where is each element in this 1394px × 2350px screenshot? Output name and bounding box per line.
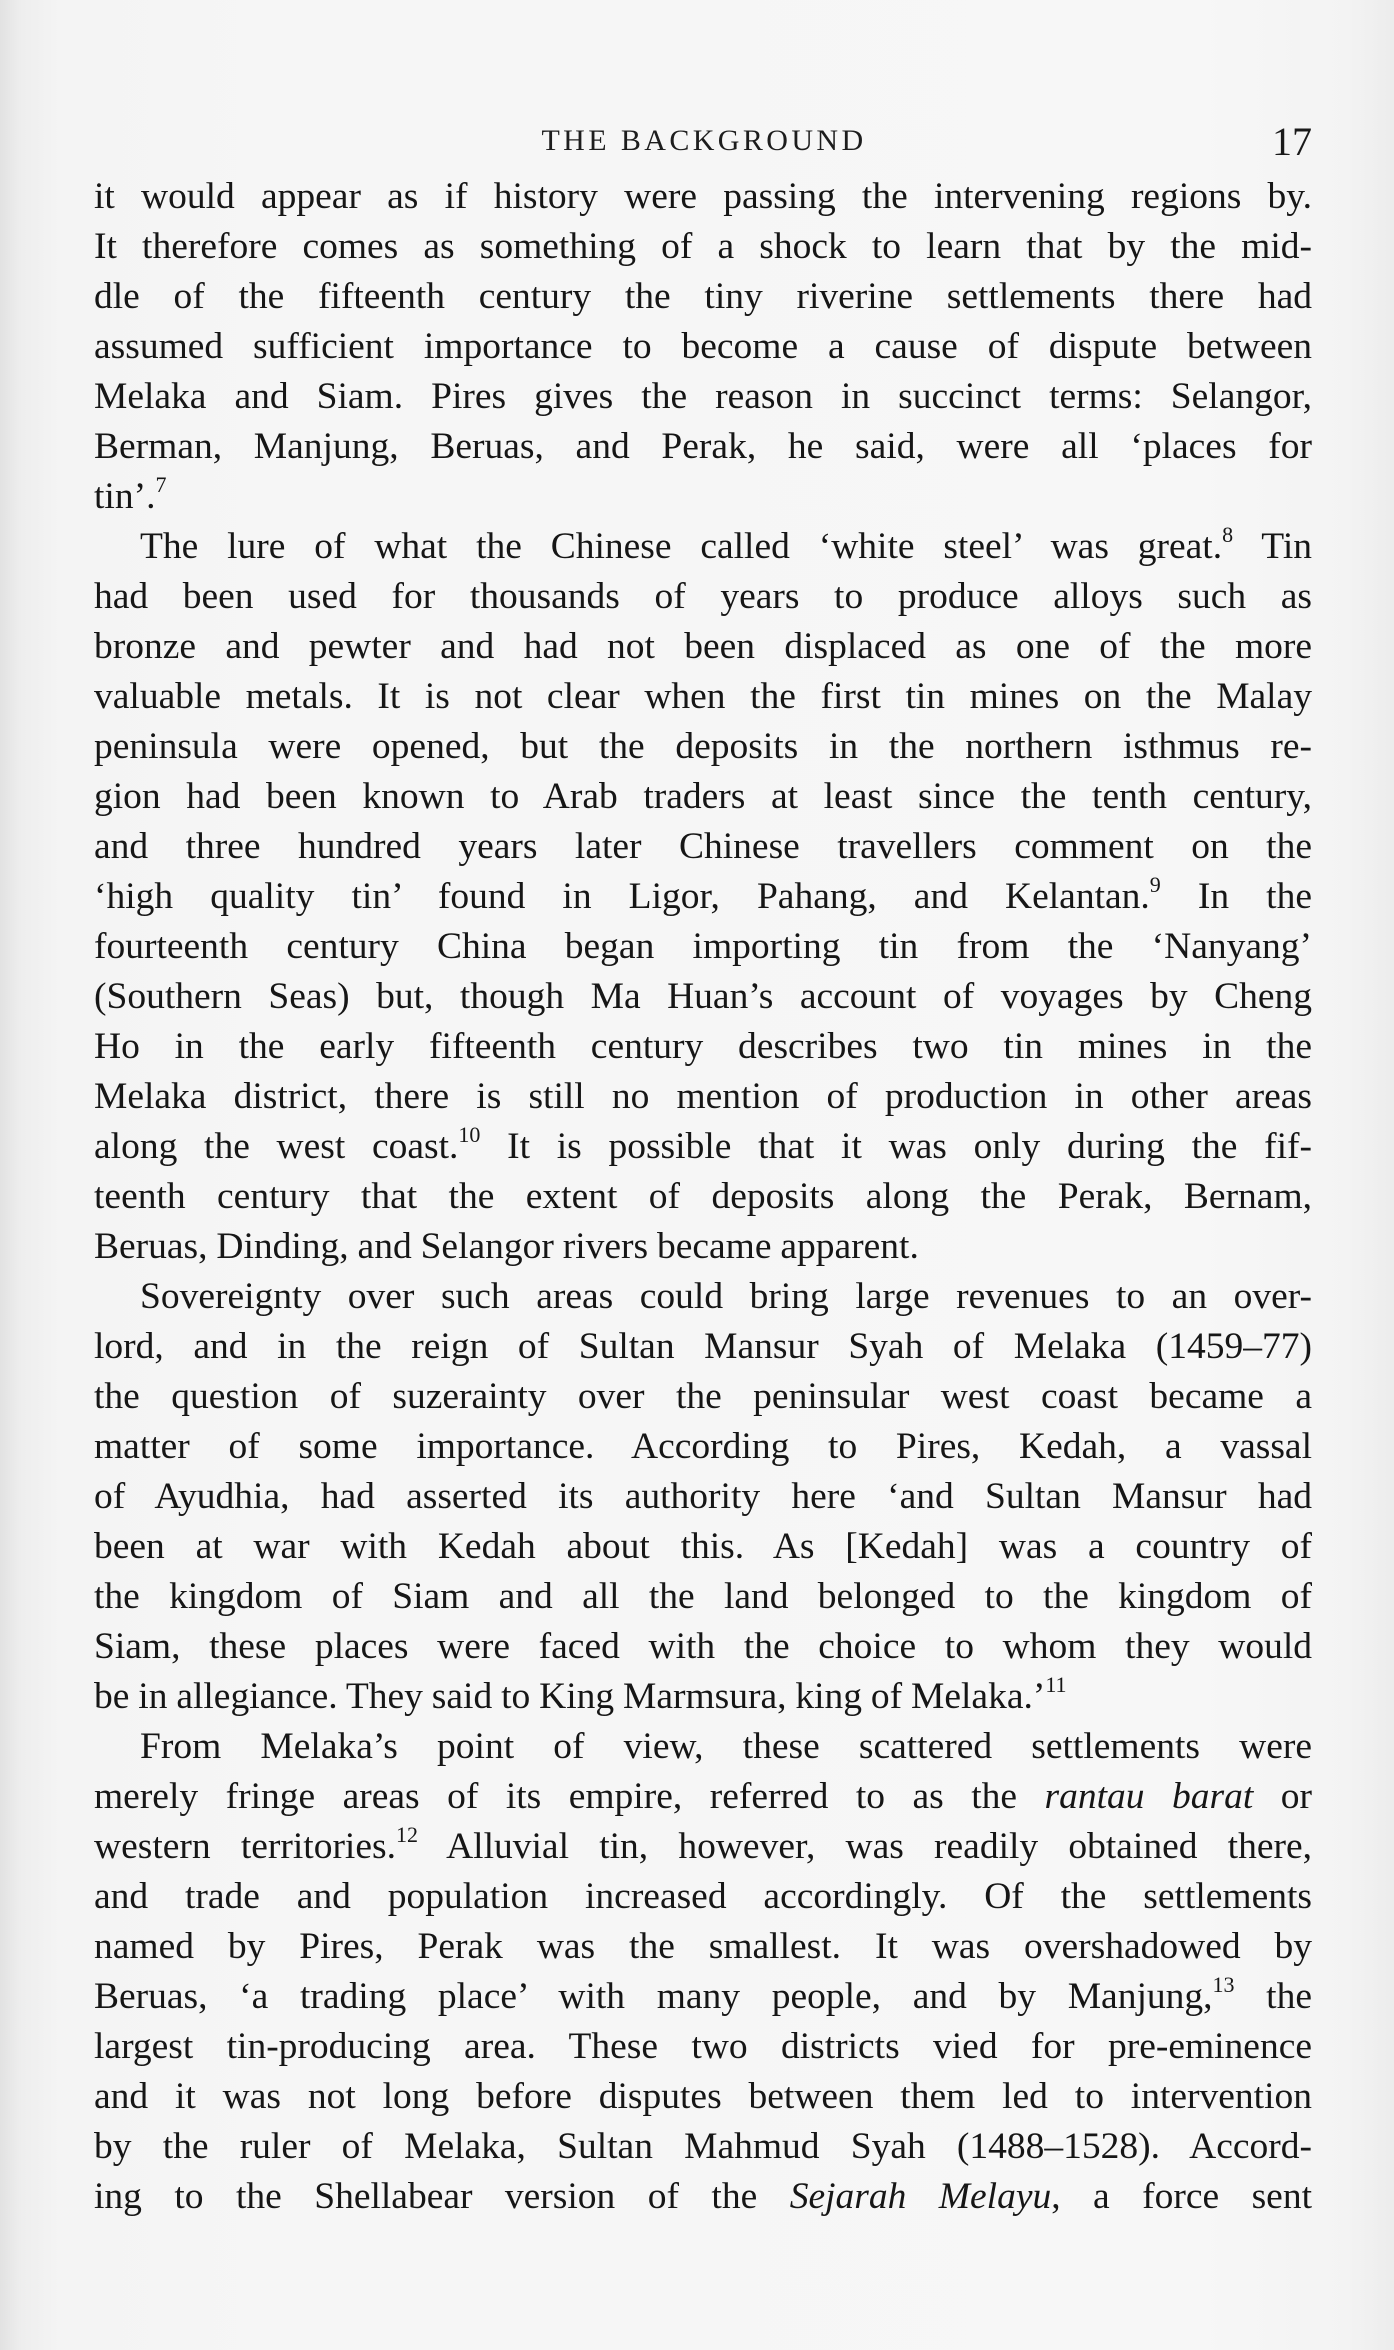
text-line (94, 422, 1312, 472)
text-line (94, 1422, 1312, 1472)
footnote-marker: 8 (1222, 521, 1234, 547)
text-line (94, 522, 1312, 572)
text-run: merely fringe areas of its empire, referred to as the (94, 1776, 1045, 1817)
text-run: Siam, these places were faced with the choice to whom they would (94, 1626, 1312, 1667)
text-run: or (1253, 1776, 1312, 1817)
text-run: Beruas, Dinding, and Selangor rivers became apparent. (94, 1226, 919, 1267)
text-line (94, 1172, 1312, 1222)
footnote-marker: 7 (155, 471, 167, 497)
text-run: Tin (1233, 526, 1312, 567)
text-line (94, 1522, 1312, 1572)
text-run: tin’. (94, 476, 156, 517)
text-line (94, 2172, 1312, 2222)
text-line (94, 222, 1312, 272)
text-line (94, 1022, 1312, 1072)
text-line (94, 1922, 1312, 1972)
text-line (94, 1272, 1312, 1322)
text-run: Ho in the early fifteenth century describes two tin mines in the (94, 1026, 1312, 1067)
text-line (94, 172, 1312, 222)
text-run: lord, and in the reign of Sultan Mansur Syah of Melaka (1459–77) (94, 1326, 1312, 1367)
text-line (94, 1372, 1312, 1422)
text-line (94, 672, 1312, 722)
text-run: In the (1160, 876, 1312, 917)
text-run: and trade and population increased accordingly. Of the settlements (94, 1876, 1312, 1917)
text-line (94, 1572, 1312, 1622)
text-run: Berman, Manjung, Beruas, and Perak, he said, were all ‘places for (94, 426, 1312, 467)
text-line (94, 1472, 1312, 1522)
italic-term: Sejarah Melayu (789, 2176, 1052, 2217)
running-head (96, 118, 1312, 166)
text-run: the kingdom of Siam and all the land belonged to the kingdom of (94, 1576, 1312, 1617)
text-line (94, 1322, 1312, 1372)
text-run: peninsula were opened, but the deposits in the northern isthmus re- (94, 726, 1312, 767)
text-line (94, 972, 1312, 1022)
text-run: gion had been known to Arab traders at least since the tenth century, (94, 776, 1312, 817)
text-run: ing to the Shellabear version of the (94, 2176, 790, 2217)
text-run: been at war with Kedah about this. As [Kedah] was a country of (94, 1526, 1312, 1567)
italic-term: rantau barat (1044, 1776, 1254, 1817)
text-run: dle of the fifteenth century the tiny riverine settlements there had (94, 276, 1312, 317)
text-run: The lure of what the Chinese called ‘white steel’ was great. (140, 526, 1223, 567)
text-run: From Melaka’s point of view, these scattered settlements were (140, 1726, 1312, 1767)
text-run: Alluvial tin, however, was readily obtained there, (417, 1826, 1313, 1867)
text-run: It therefore comes as something of a shock to learn that by the mid- (94, 226, 1312, 267)
text-run: along the west coast. (94, 1126, 459, 1167)
text-line (94, 822, 1312, 872)
text-line (94, 1622, 1312, 1672)
text-run: be in allegiance. They said to King Marmsura, king of Melaka.’ (94, 1676, 1046, 1717)
text-run: Melaka and Siam. Pires gives the reason in succinct terms: Selangor, (94, 376, 1312, 417)
text-run: valuable metals. It is not clear when the first tin mines on the Malay (94, 676, 1312, 717)
text-run: it would appear as if history were passing the intervening regions by. (94, 176, 1312, 217)
text-line (94, 1972, 1312, 2022)
text-run: ‘high quality tin’ found in Ligor, Pahang, and Kelantan. (94, 876, 1150, 917)
text-run: and it was not long before disputes between them led to intervention (94, 2076, 1312, 2117)
text-line (94, 1222, 1312, 1272)
text-line (94, 1772, 1312, 1822)
text-run: largest tin-producing area. These two districts vied for pre-eminence (94, 2026, 1312, 2067)
text-run: fourteenth century China began importing tin from the ‘Nanyang’ (94, 926, 1312, 967)
text-line (94, 572, 1312, 622)
text-run: matter of some importance. According to Pires, Kedah, a vassal (94, 1426, 1312, 1467)
text-run: It is possible that it was only during the fif- (480, 1126, 1312, 1167)
page-number: 17 (1272, 119, 1312, 164)
text-line (94, 1122, 1312, 1172)
text-line (94, 472, 1312, 522)
text-line (94, 2122, 1312, 2172)
text-run: teenth century that the extent of deposits along the Perak, Bernam, (94, 1176, 1312, 1217)
text-line (94, 772, 1312, 822)
body-text (94, 172, 1312, 2222)
footnote-marker: 9 (1149, 871, 1161, 897)
text-line (94, 2072, 1312, 2122)
text-line (94, 622, 1312, 672)
text-line (94, 322, 1312, 372)
text-line (94, 1672, 1312, 1722)
footnote-marker: 13 (1212, 1971, 1235, 1997)
text-line (94, 922, 1312, 972)
text-line (94, 1072, 1312, 1122)
text-run: of Ayudhia, had asserted its authority here ‘and Sultan Mansur had (94, 1476, 1312, 1517)
text-line (94, 372, 1312, 422)
text-line (94, 272, 1312, 322)
text-run: had been used for thousands of years to produce alloys such as (94, 576, 1312, 617)
text-run: and three hundred years later Chinese travellers comment on the (94, 826, 1312, 867)
text-line (94, 1872, 1312, 1922)
text-run: bronze and pewter and had not been displaced as one of the more (94, 626, 1312, 667)
text-run: assumed sufficient importance to become a cause of dispute between (94, 326, 1312, 367)
text-line (94, 1822, 1312, 1872)
text-run: Melaka district, there is still no mention of production in other areas (94, 1076, 1312, 1117)
text-run: named by Pires, Perak was the smallest. It was overshadowed by (94, 1926, 1312, 1967)
text-run: (Southern Seas) but, though Ma Huan’s account of voyages by Cheng (94, 976, 1312, 1017)
text-run: by the ruler of Melaka, Sultan Mahmud Syah (1488–1528). Accord- (94, 2126, 1312, 2167)
text-run: the question of suzerainty over the peninsular west coast became a (94, 1376, 1312, 1417)
footnote-marker: 11 (1045, 1671, 1067, 1697)
text-run: Sovereignty over such areas could bring large revenues to an over- (140, 1276, 1312, 1317)
text-run: western territories. (94, 1826, 396, 1867)
text-line (94, 722, 1312, 772)
running-title: THE BACKGROUND (541, 124, 867, 157)
footnote-marker: 12 (395, 1821, 418, 1847)
text-run: the (1234, 1976, 1312, 2017)
footnote-marker: 10 (458, 1121, 481, 1147)
text-run: Beruas, ‘a trading place’ with many people, and by Manjung, (94, 1976, 1213, 2017)
text-line (94, 2022, 1312, 2072)
text-line (94, 1722, 1312, 1772)
text-line (94, 872, 1312, 922)
text-run: , a force sent (1051, 2176, 1312, 2217)
